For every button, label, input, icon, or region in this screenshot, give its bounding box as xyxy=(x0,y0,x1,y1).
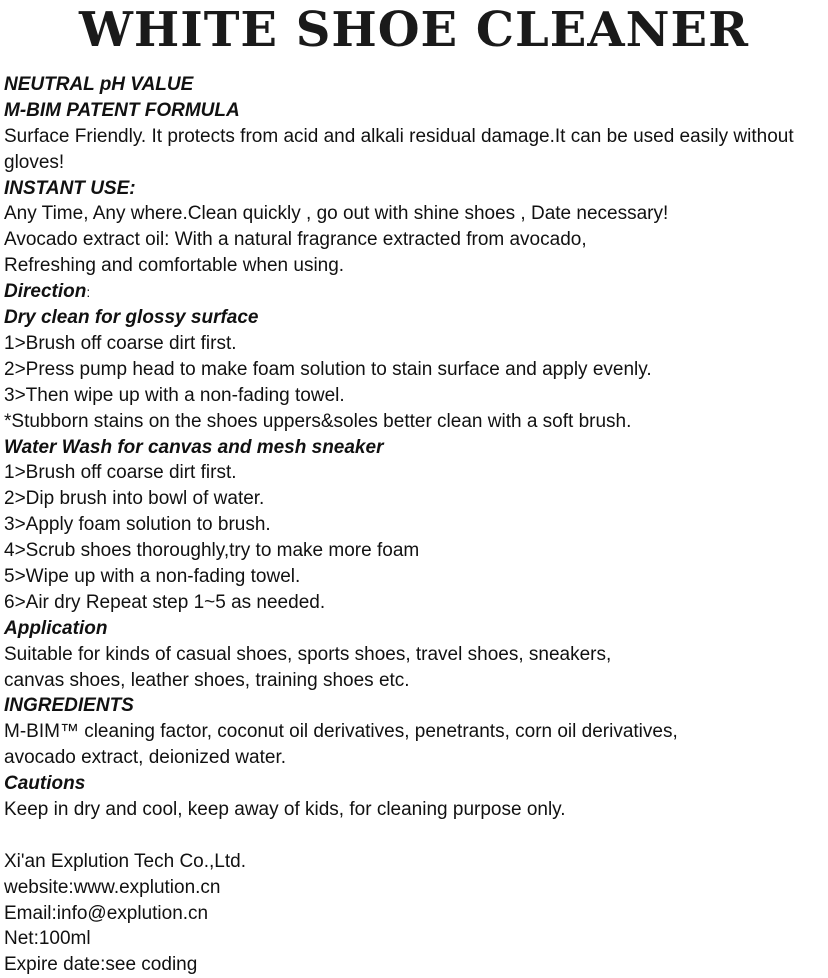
patent-heading: M-BIM PATENT FORMULA xyxy=(4,99,240,121)
direction-row xyxy=(4,279,826,305)
water-step: 2>Dip brush into bowl of water. xyxy=(4,488,265,510)
ingredients-line-2: avocado extract, deionized water. xyxy=(4,747,287,769)
dry-clean-heading: Dry clean for glossy surface xyxy=(4,307,259,329)
application-heading: Application xyxy=(4,617,108,639)
surface-text: Surface Friendly. It protects from acid and alkali residual damage.It can be used easily without gloves! xyxy=(4,125,794,173)
direction-heading: Direction xyxy=(4,281,87,303)
ingredients-line-1: M-BIM™ cleaning factor, coconut oil derivatives, penetrants, corn oil derivatives, xyxy=(4,721,678,743)
instant-use-heading: INSTANT USE: xyxy=(4,177,136,199)
dry-step: 3>Then wipe up with a non-fading towel. xyxy=(4,384,345,406)
dry-step-note: *Stubborn stains on the shoes uppers&soles better clean with a soft brush. xyxy=(4,410,632,432)
water-step: 3>Apply foam solution to brush. xyxy=(4,514,271,536)
page-title: WHITE SHOE CLEANER xyxy=(79,2,749,58)
water-step: 6>Air dry Repeat step 1~5 as needed. xyxy=(4,591,326,613)
water-step: 4>Scrub shoes thoroughly,try to make more foam xyxy=(4,540,420,562)
application-line-1: Suitable for kinds of casual shoes, sports shoes, travel shoes, sneakers, xyxy=(4,643,612,665)
water-wash-heading: Water Wash for canvas and mesh sneaker xyxy=(4,436,384,458)
label-text xyxy=(4,72,826,978)
dry-step: 1>Brush off coarse dirt first. xyxy=(4,332,237,354)
company-website: website:www.explution.cn xyxy=(4,876,221,898)
application-line-2: canvas shoes, leather shoes, training shoes etc. xyxy=(4,669,410,691)
dry-step: 2>Press pump head to make foam solution to stain surface and apply evenly. xyxy=(4,358,652,380)
company-name: Xi'an Explution Tech Co.,Ltd. xyxy=(4,850,246,872)
ingredients-heading: INGREDIENTS xyxy=(4,695,134,717)
instant-use-line-3: Refreshing and comfortable when using. xyxy=(4,255,345,277)
company-email: Email:info@explution.cn xyxy=(4,902,209,924)
instant-use-line-2: Avocado extract oil: With a natural fragrance extracted from avocado, xyxy=(4,229,587,251)
net-volume: Net:100ml xyxy=(4,928,91,950)
instant-use-line-1: Any Time, Any where.Clean quickly , go out with shine shoes , Date necessary! xyxy=(4,203,669,225)
cautions-line: Keep in dry and cool, keep away of kids, for cleaning purpose only. xyxy=(4,798,566,820)
water-step: 5>Wipe up with a non-fading towel. xyxy=(4,565,301,587)
expire-date: Expire date:see coding xyxy=(4,954,198,976)
water-step: 1>Brush off coarse dirt first. xyxy=(4,462,237,484)
spacer xyxy=(4,823,826,849)
direction-colon: : xyxy=(86,284,91,301)
cautions-heading: Cautions xyxy=(4,773,86,795)
ph-heading: NEUTRAL pH VALUE xyxy=(4,74,194,95)
